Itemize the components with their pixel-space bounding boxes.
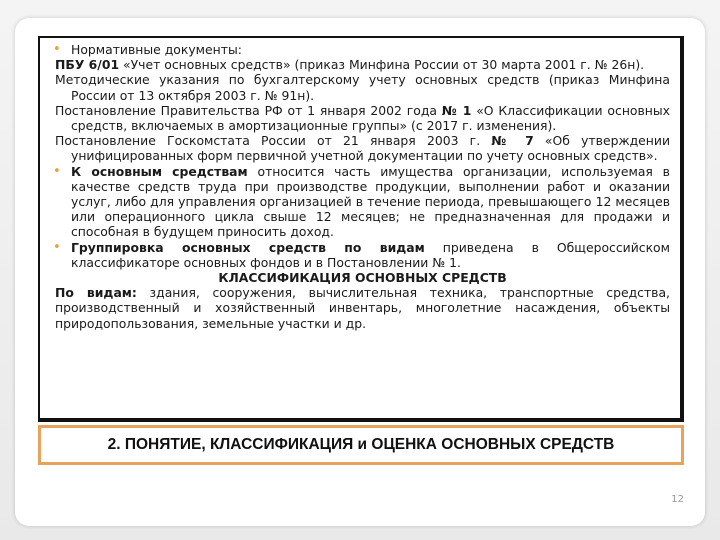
classification-title: КЛАССИФИКАЦИЯ ОСНОВНЫХ СРЕДСТВ bbox=[218, 270, 507, 286]
gov-text-1: Постановление Правительства РФ от 1 января 2002 года bbox=[55, 102, 442, 118]
bullet-grouping bbox=[55, 240, 670, 270]
method-text: Методические указания по бухгалтерскому учету основных средств (приказ Минфина России от 13 октября 2003 г. № 91н). bbox=[55, 72, 670, 103]
goskomstat-paragraph bbox=[55, 133, 670, 163]
goskomstat-text-1: Постановление Госкомстата России от 21 января 2003 г. bbox=[55, 133, 492, 149]
os-term: К основным средствам bbox=[71, 163, 248, 179]
goskomstat-number: № 7 bbox=[491, 133, 534, 149]
content-box bbox=[38, 36, 684, 422]
grouping-term: Группировка основных средств по видам bbox=[71, 239, 425, 255]
bullet-normative bbox=[55, 42, 670, 57]
pbu-code: ПБУ 6/01 bbox=[55, 57, 120, 73]
grouping-text: приведена в Общероссийском классификаторе основных фондов и в Постановлении № 1. bbox=[71, 239, 670, 270]
page-number: 12 bbox=[671, 494, 684, 505]
by-type-term: По видам: bbox=[55, 285, 137, 301]
bullet-icon: • bbox=[53, 239, 61, 255]
bullet-icon: • bbox=[53, 42, 61, 57]
method-paragraph bbox=[55, 72, 670, 102]
bullet-icon: • bbox=[53, 163, 61, 179]
pbu-paragraph bbox=[55, 57, 670, 72]
goskomstat-text-2: «Об утверждении унифицированных форм первичной учетной документации по учету основных средств». bbox=[71, 133, 670, 164]
gov-paragraph bbox=[55, 103, 670, 133]
pbu-text: «Учет основных средств» (приказ Минфина России от 30 марта 2001 г. № 26н). bbox=[119, 57, 645, 73]
by-type-text: здания, сооружения, вычислительная техника, транспортные средства, производственный и хозяйственный инвентарь, многолетние насаждения, объекты природопользования, земельные участки и др. bbox=[55, 285, 670, 331]
slide-title: 2. ПОНЯТИЕ, КЛАССИФИКАЦИЯ и ОЦЕНКА ОСНОВНЫХ СРЕДСТВ bbox=[38, 425, 684, 465]
normative-heading: Нормативные документы: bbox=[71, 42, 242, 57]
bullet-os-definition bbox=[55, 164, 670, 240]
gov-number: № 1 bbox=[441, 102, 472, 118]
os-definition: относится часть имущества организации, используемая в качестве средств труда при производстве продукции, выполнении работ и оказании услуг, либо для управления организацией в течение периода, превышающего 12 месяцев или операционного цикла свыше 12 месяцев; не предназначенная для продажи и способная в будущем приносить доход. bbox=[71, 163, 670, 240]
gov-text-2: «О Классификации основных средств, включаемых в амортизационные группы» (с 2017 г. изменения). bbox=[71, 102, 671, 134]
by-type-paragraph bbox=[55, 285, 670, 331]
